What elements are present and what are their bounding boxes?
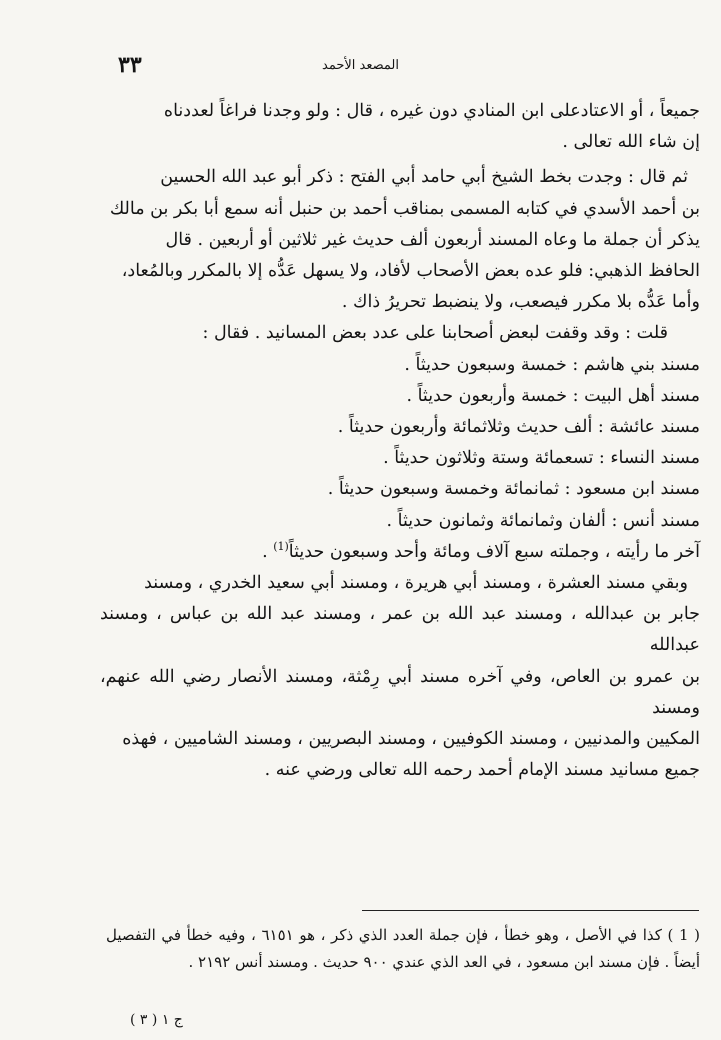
paragraph-1-line-1: جميعاً ، أو الاعتادعلى ابن المنادي دون غيره ، قال : ولو وجدنا فراغاً لعددناه	[163, 101, 700, 121]
paragraph-4	[100, 537, 700, 568]
paragraph-4-end: .	[262, 541, 274, 562]
page-number: ٣٣	[118, 52, 142, 78]
footnote-text: كذا في الأصل ، وهو خطأ ، فإن جملة العدد الذي ذكر ، هو ٦١٥١ ، وفيه خطأ في التفصيل أيضاً . فإن مسند ابن مسعود ، في العد الذي عندي ٩٠٠ حديث . ومسند أنس ٢١٩٢ .	[106, 926, 700, 971]
paragraph-2-line-5: وأما عَدُّه بلا مكرر فيصعب، ولا ينضبط تحريرُ ذاك .	[341, 292, 700, 313]
list-item: مسند عائشة : ألف حديث وثلاثمائة وأربعون حديثاً .	[337, 417, 700, 438]
paragraph-5-line-5: جميع مسانيد مسند الإمام أحمد رحمه الله تعالى ورضي عنه .	[264, 760, 700, 781]
page-header	[100, 52, 621, 86]
paragraph-3-line-1: قلت : وقد وقفت لبعض أصحابنا على عدد بعض المسانيد . فقال :	[202, 323, 668, 344]
list-item: مسند بني هاشم : خمسة وسبعون حديثاً .	[404, 354, 700, 375]
main-text	[100, 96, 700, 786]
paragraph-2-line-3: يذكر أن جملة ما وعاه المسند أربعون ألف حديث غير ثلاثين أو أربعين . قال	[165, 229, 700, 250]
paragraph-2-line-1: ثم قال : وجدت بخط الشيخ أبي حامد أبي الفتح : ذكر أبو عبد الله الحسين	[160, 167, 688, 188]
list-item: مسند أهل البيت : خمسة وأربعون حديثاً .	[406, 385, 700, 406]
printer-signature-mark: ج ١ ( ٣ )	[130, 1012, 183, 1028]
footnote-reference[interactable]: (1)	[273, 540, 289, 554]
list-item: مسند ابن مسعود : ثمانمائة وخمسة وسبعون حديثاً .	[327, 479, 700, 500]
footnote	[106, 922, 700, 976]
paragraph-5-line-3: بن عمرو بن العاص، وفي آخره مسند أبي رِمْثة، ومسند الأنصار رضي الله عنهم، ومسند	[100, 666, 700, 718]
paragraph-2-line-4: الحافظ الذهبي: فلو عده بعض الأصحاب لأفاد، ولا يسهل عَدُّه إلا بالمكرر وبالمُعاد،	[121, 261, 700, 282]
running-title: المصعد الأحمد	[322, 58, 399, 73]
paragraph-2-line-2: بن أحمد الأسدي في كتابه المسمى بمناقب أحمد بن حنبل أنه سمع أبا بكر بن مالك	[109, 198, 700, 219]
paragraph-5-line-4: المكيين والمدنيين ، ومسند الكوفيين ، ومسند البصريين ، ومسند الشاميين ، فهذه	[122, 729, 700, 750]
paragraph-5-line-1: وبقي مسند العشرة ، ومسند أبي هريرة ، ومسند أبي سعيد الخدري ، ومسند	[144, 573, 688, 594]
list-item: مسند أنس : ألفان وثمانمائة وثمانون حديثاً .	[386, 510, 700, 531]
footnote-marker: ( 1 )	[667, 926, 700, 944]
paragraph-5-line-2: جابر بن عبدالله ، ومسند عبد الله بن عمر ، ومسند عبد الله بن عباس ، ومسند عبدالله	[100, 604, 700, 656]
paragraph-4-text: آخر ما رأيته ، وجملته سبع آلاف ومائة وأحد وسبعون حديثاً	[288, 541, 700, 562]
list-item: مسند النساء : تسعمائة وستة وثلاثون حديثاً .	[383, 448, 700, 469]
footnote-divider	[362, 910, 699, 911]
paragraph-1-line-2: إن شاء الله تعالى .	[562, 132, 700, 153]
